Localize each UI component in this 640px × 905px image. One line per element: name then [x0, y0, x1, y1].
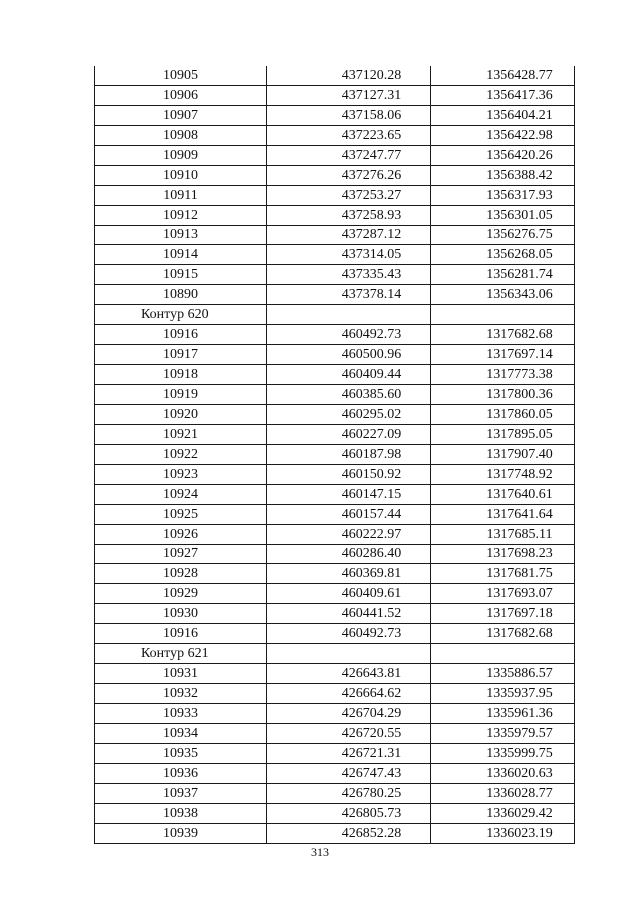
empty-cell	[267, 305, 431, 325]
page-number: 313	[311, 845, 329, 859]
table-row	[95, 245, 575, 265]
contour-label: Контур 620	[95, 305, 267, 325]
table-row	[95, 265, 575, 285]
point-number: 10933	[95, 704, 267, 724]
empty-cell	[267, 644, 431, 664]
table-row	[95, 404, 575, 424]
x-coordinate: 460500.96	[267, 345, 431, 365]
table-row	[95, 385, 575, 405]
y-coordinate: 1317907.40	[431, 444, 575, 464]
y-coordinate: 1317693.07	[431, 584, 575, 604]
y-coordinate: 1356417.36	[431, 85, 575, 105]
table-row	[95, 783, 575, 803]
point-number: 10938	[95, 803, 267, 823]
y-coordinate: 1356276.75	[431, 225, 575, 245]
x-coordinate: 437276.26	[267, 165, 431, 185]
x-coordinate: 426664.62	[267, 684, 431, 704]
point-number: 10890	[95, 285, 267, 305]
y-coordinate: 1336020.63	[431, 763, 575, 783]
table-row	[95, 225, 575, 245]
empty-cell	[431, 644, 575, 664]
y-coordinate: 1356404.21	[431, 105, 575, 125]
table-row	[95, 325, 575, 345]
x-coordinate: 426721.31	[267, 743, 431, 763]
point-number: 10920	[95, 404, 267, 424]
point-number: 10914	[95, 245, 267, 265]
x-coordinate: 426852.28	[267, 823, 431, 843]
y-coordinate: 1317681.75	[431, 564, 575, 584]
x-coordinate: 437120.28	[267, 66, 431, 85]
table-row	[95, 66, 575, 85]
table-row	[95, 165, 575, 185]
x-coordinate: 437335.43	[267, 265, 431, 285]
point-number: 10905	[95, 66, 267, 85]
x-coordinate: 426643.81	[267, 664, 431, 684]
table-row	[95, 464, 575, 484]
table-row	[95, 524, 575, 544]
coordinates-table	[94, 66, 575, 844]
y-coordinate: 1317697.18	[431, 604, 575, 624]
y-coordinate: 1317682.68	[431, 325, 575, 345]
y-coordinate: 1317800.36	[431, 385, 575, 405]
table-row	[95, 424, 575, 444]
point-number: 10923	[95, 464, 267, 484]
x-coordinate: 460222.97	[267, 524, 431, 544]
x-coordinate: 437127.31	[267, 85, 431, 105]
contour-label: Контур 621	[95, 644, 267, 664]
point-number: 10932	[95, 684, 267, 704]
x-coordinate: 437247.77	[267, 145, 431, 165]
point-number: 10907	[95, 105, 267, 125]
y-coordinate: 1335979.57	[431, 723, 575, 743]
coordinates-table-body	[95, 66, 575, 843]
table-row	[95, 504, 575, 524]
y-coordinate: 1335886.57	[431, 664, 575, 684]
y-coordinate: 1317685.11	[431, 524, 575, 544]
y-coordinate: 1317895.05	[431, 424, 575, 444]
point-number: 10921	[95, 424, 267, 444]
point-number: 10906	[95, 85, 267, 105]
x-coordinate: 437223.65	[267, 125, 431, 145]
y-coordinate: 1317641.64	[431, 504, 575, 524]
y-coordinate: 1317773.38	[431, 365, 575, 385]
table-row	[95, 624, 575, 644]
table-row	[95, 743, 575, 763]
table-row	[95, 564, 575, 584]
y-coordinate: 1335937.95	[431, 684, 575, 704]
point-number: 10908	[95, 125, 267, 145]
x-coordinate: 437314.05	[267, 245, 431, 265]
y-coordinate: 1356268.05	[431, 245, 575, 265]
point-number: 10911	[95, 185, 267, 205]
table-row	[95, 823, 575, 843]
table-row	[95, 205, 575, 225]
y-coordinate: 1317748.92	[431, 464, 575, 484]
point-number: 10937	[95, 783, 267, 803]
x-coordinate: 460187.98	[267, 444, 431, 464]
point-number: 10913	[95, 225, 267, 245]
y-coordinate: 1317697.14	[431, 345, 575, 365]
table-row	[95, 145, 575, 165]
x-coordinate: 460295.02	[267, 404, 431, 424]
y-coordinate: 1335999.75	[431, 743, 575, 763]
y-coordinate: 1356388.42	[431, 165, 575, 185]
y-coordinate: 1336029.42	[431, 803, 575, 823]
x-coordinate: 460409.44	[267, 365, 431, 385]
table-row	[95, 704, 575, 724]
point-number: 10910	[95, 165, 267, 185]
table-row	[95, 345, 575, 365]
x-coordinate: 437258.93	[267, 205, 431, 225]
table-row	[95, 763, 575, 783]
point-number: 10936	[95, 763, 267, 783]
x-coordinate: 460369.81	[267, 564, 431, 584]
table-row	[95, 185, 575, 205]
table-row	[95, 125, 575, 145]
point-number: 10922	[95, 444, 267, 464]
table-row	[95, 664, 575, 684]
y-coordinate: 1336028.77	[431, 783, 575, 803]
point-number: 10931	[95, 664, 267, 684]
x-coordinate: 460147.15	[267, 484, 431, 504]
x-coordinate: 460227.09	[267, 424, 431, 444]
x-coordinate: 460385.60	[267, 385, 431, 405]
y-coordinate: 1356422.98	[431, 125, 575, 145]
y-coordinate: 1356428.77	[431, 66, 575, 85]
x-coordinate: 460492.73	[267, 325, 431, 345]
x-coordinate: 437287.12	[267, 225, 431, 245]
point-number: 10919	[95, 385, 267, 405]
point-number: 10925	[95, 504, 267, 524]
y-coordinate: 1335961.36	[431, 704, 575, 724]
point-number: 10934	[95, 723, 267, 743]
point-number: 10912	[95, 205, 267, 225]
x-coordinate: 426704.29	[267, 704, 431, 724]
x-coordinate: 460150.92	[267, 464, 431, 484]
table-row	[95, 105, 575, 125]
table-row	[95, 604, 575, 624]
table-row	[95, 584, 575, 604]
x-coordinate: 426720.55	[267, 723, 431, 743]
point-number: 10927	[95, 544, 267, 564]
y-coordinate: 1356343.06	[431, 285, 575, 305]
x-coordinate: 437158.06	[267, 105, 431, 125]
point-number: 10939	[95, 823, 267, 843]
contour-header-row	[95, 305, 575, 325]
table-row	[95, 285, 575, 305]
point-number: 10924	[95, 484, 267, 504]
point-number: 10926	[95, 524, 267, 544]
table-row	[95, 544, 575, 564]
table-row	[95, 684, 575, 704]
table-row	[95, 484, 575, 504]
y-coordinate: 1356420.26	[431, 145, 575, 165]
empty-cell	[431, 305, 575, 325]
point-number: 10909	[95, 145, 267, 165]
contour-header-row	[95, 644, 575, 664]
x-coordinate: 437253.27	[267, 185, 431, 205]
point-number: 10916	[95, 624, 267, 644]
table-row	[95, 723, 575, 743]
x-coordinate: 426805.73	[267, 803, 431, 823]
point-number: 10916	[95, 325, 267, 345]
x-coordinate: 426780.25	[267, 783, 431, 803]
point-number: 10935	[95, 743, 267, 763]
table-row	[95, 85, 575, 105]
x-coordinate: 426747.43	[267, 763, 431, 783]
y-coordinate: 1356281.74	[431, 265, 575, 285]
x-coordinate: 460286.40	[267, 544, 431, 564]
x-coordinate: 460157.44	[267, 504, 431, 524]
y-coordinate: 1317698.23	[431, 544, 575, 564]
point-number: 10918	[95, 365, 267, 385]
x-coordinate: 437378.14	[267, 285, 431, 305]
point-number: 10929	[95, 584, 267, 604]
x-coordinate: 460492.73	[267, 624, 431, 644]
point-number: 10915	[95, 265, 267, 285]
y-coordinate: 1356317.93	[431, 185, 575, 205]
point-number: 10928	[95, 564, 267, 584]
y-coordinate: 1336023.19	[431, 823, 575, 843]
table-row	[95, 365, 575, 385]
x-coordinate: 460441.52	[267, 604, 431, 624]
table-row	[95, 803, 575, 823]
y-coordinate: 1356301.05	[431, 205, 575, 225]
y-coordinate: 1317640.61	[431, 484, 575, 504]
y-coordinate: 1317860.05	[431, 404, 575, 424]
table-row	[95, 444, 575, 464]
x-coordinate: 460409.61	[267, 584, 431, 604]
y-coordinate: 1317682.68	[431, 624, 575, 644]
point-number: 10917	[95, 345, 267, 365]
point-number: 10930	[95, 604, 267, 624]
